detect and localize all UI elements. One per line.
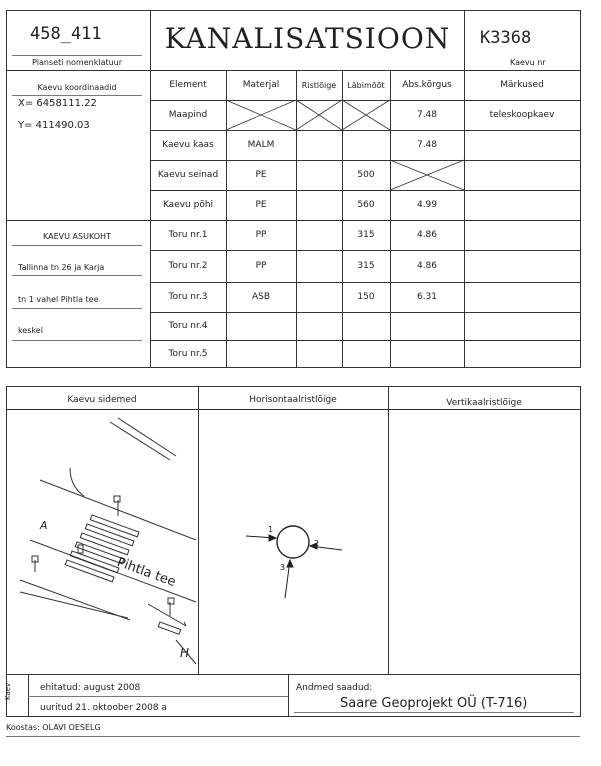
cell-material: MALM xyxy=(247,140,275,150)
cell-notes: teleskoopkaev xyxy=(489,110,555,120)
cell-element: Toru nr.1 xyxy=(168,230,208,240)
cell-diameter: 315 xyxy=(357,230,375,240)
panel-title-horizontal: Horisontaalristlõige xyxy=(249,395,337,405)
cell-material: PP xyxy=(255,261,267,271)
header-diameter: Läbimõõt xyxy=(347,81,385,90)
well-number: K3368 xyxy=(480,28,532,48)
map-label-a: A xyxy=(40,519,48,532)
map-street-label: Pihtla tee xyxy=(114,555,178,591)
cell-material: PE xyxy=(255,200,267,210)
cell-diameter: 560 xyxy=(357,200,375,210)
made-label: ehitatud: august 2008 xyxy=(40,683,141,693)
header-element: Element xyxy=(169,80,207,90)
cell-element: Maapind xyxy=(168,110,208,120)
location-line: tn 1 vahel Pihtla tee xyxy=(18,295,99,304)
cell-material: PP xyxy=(255,230,267,240)
cell-element: Toru nr.4 xyxy=(168,321,208,331)
page-title: KANALISATSIOON xyxy=(164,22,451,55)
cell-diameter: 150 xyxy=(357,292,375,302)
well-number-label: Kaevu nr xyxy=(510,58,546,67)
cell-element: Kaevu seinad xyxy=(157,170,219,180)
map-label-h: H xyxy=(180,646,190,660)
compiler-label: Koostas: OLAVI OESELG xyxy=(6,723,101,732)
measured-label: uuritud 21. oktoober 2008 a xyxy=(40,703,167,713)
cell-height: 7.48 xyxy=(416,140,438,150)
pipe-label-3: 3 xyxy=(280,563,286,572)
cell-height: 7.48 xyxy=(416,110,438,120)
sheet-number: 458_411 xyxy=(30,24,102,44)
location-line: keskel xyxy=(18,326,43,335)
cell-material: PE xyxy=(255,170,267,180)
location-label: KAEVU ASUKOHT xyxy=(43,232,111,241)
cell-element: Kaevu põhi xyxy=(162,200,214,210)
coordinate-x: X= 6458111.22 xyxy=(18,98,97,109)
cell-element: Toru nr.3 xyxy=(168,292,208,302)
pipe-label-2: 2 xyxy=(314,539,320,548)
header-section: Ristlõige xyxy=(301,81,337,90)
cell-height: 4.86 xyxy=(416,230,438,240)
cell-height: 4.86 xyxy=(416,261,438,271)
cell-material: ASB xyxy=(251,292,271,302)
cell-element: Toru nr.5 xyxy=(168,349,208,359)
data-by-label: Andmed saadud: xyxy=(296,683,373,693)
location-line: Tallinna tn 26 ja Karja xyxy=(18,263,105,272)
sheet-label: Planseti nomenklatuur xyxy=(31,58,123,67)
panel-title-connections: Kaevu sidemed xyxy=(67,395,137,405)
pipe-label-1: 1 xyxy=(268,525,274,534)
panel-title-vertical: Vertikaalristlõige xyxy=(446,398,522,408)
coordinate-y: Y= 411490.03 xyxy=(18,120,90,131)
cell-height: 4.99 xyxy=(416,200,438,210)
cell-element: Toru nr.2 xyxy=(168,261,208,271)
cell-diameter: 500 xyxy=(357,170,375,180)
header-material: Materjal xyxy=(242,80,280,90)
header-notes: Märkused xyxy=(500,80,544,90)
stamp-label: Kaev xyxy=(4,682,12,700)
coordinates-label: Kaevu koordinaadid xyxy=(37,83,117,92)
cell-diameter: 315 xyxy=(357,261,375,271)
cell-element: Kaevu kaas xyxy=(162,140,214,150)
data-by-value: Saare Geoprojekt OÜ (T-716) xyxy=(340,696,528,711)
header-height: Abs.kõrgus xyxy=(402,80,452,90)
cell-height: 6.31 xyxy=(416,292,438,302)
